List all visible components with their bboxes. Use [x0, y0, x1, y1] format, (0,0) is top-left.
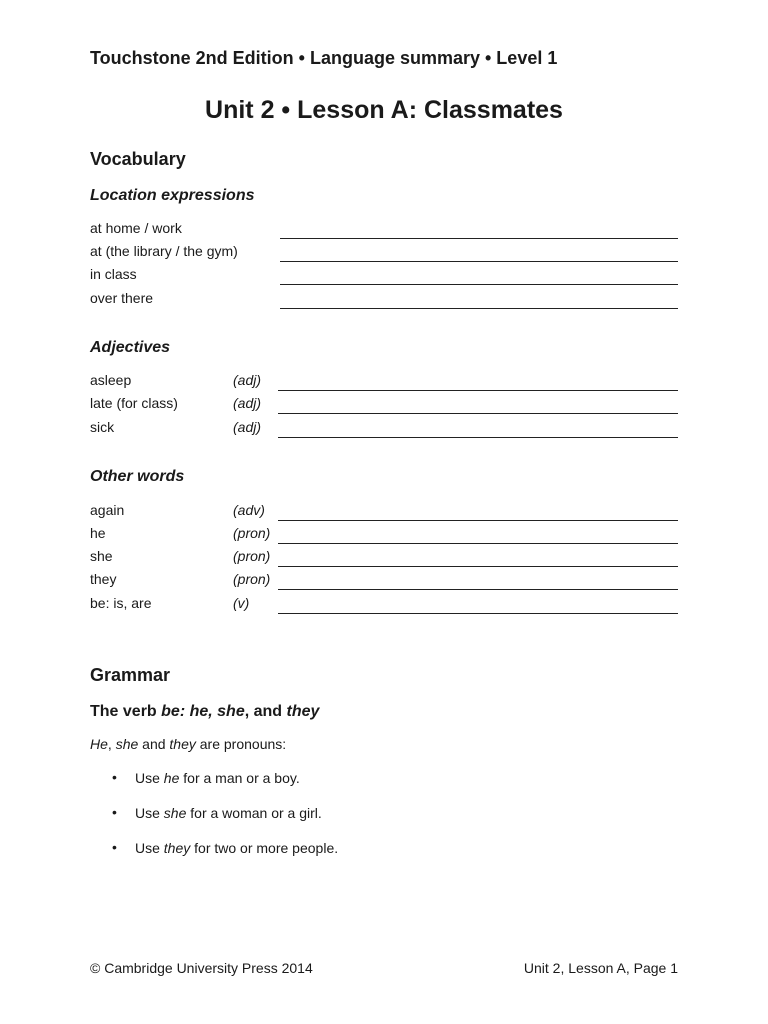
part-of-speech: (pron) [233, 571, 271, 587]
subheading-emphasis: be: he, she [161, 703, 245, 720]
grammar-subheading [90, 703, 319, 721]
vocab-row [90, 571, 678, 594]
part-of-speech: (pron) [233, 525, 271, 541]
grammar-intro [90, 736, 286, 752]
bullet-dot-icon: • [112, 769, 117, 785]
answer-line[interactable] [280, 238, 678, 239]
bullet-text: Use she for a woman or a girl. [135, 805, 322, 821]
vocab-row [90, 595, 678, 618]
vocab-word: at (the library / the gym) [90, 243, 238, 259]
answer-line[interactable] [280, 261, 678, 262]
page-number-footer: Unit 2, Lesson A, Page 1 [523, 960, 678, 976]
vocab-word: over there [90, 290, 154, 306]
vocab-word: she [90, 548, 113, 564]
answer-line[interactable] [278, 589, 678, 590]
vocab-row [90, 372, 678, 395]
vocabulary-heading: Vocabulary [90, 149, 186, 169]
part-of-speech: (adj) [233, 419, 262, 435]
part-of-speech: (v) [233, 595, 250, 611]
vocab-word: late (for class) [90, 395, 178, 411]
vocab-row [90, 548, 678, 571]
vocab-row [90, 419, 678, 442]
other-words-heading: Other words [90, 468, 185, 485]
intro-emphasis: He [90, 736, 108, 752]
answer-line[interactable] [278, 613, 678, 614]
unit-title: Unit 2 • Lesson A: Classmates [205, 96, 563, 124]
adjectives-heading: Adjectives [90, 339, 171, 356]
intro-emphasis: she [115, 736, 139, 752]
answer-line[interactable] [278, 390, 678, 391]
vocab-row [90, 290, 678, 313]
answer-line[interactable] [278, 566, 678, 567]
answer-line[interactable] [278, 437, 678, 438]
location-expressions-heading: Location expressions [90, 187, 255, 204]
part-of-speech: (adv) [233, 502, 265, 518]
answer-line[interactable] [278, 543, 678, 544]
intro-text: are pronouns: [195, 736, 287, 752]
vocab-word: asleep [90, 372, 132, 388]
vocab-row [90, 395, 678, 418]
vocab-word: at home / work [90, 220, 182, 236]
subheading-emphasis: they [286, 703, 320, 720]
part-of-speech: (pron) [233, 548, 271, 564]
copyright-footer: © Cambridge University Press 2014 [90, 960, 313, 976]
answer-line[interactable] [278, 520, 678, 521]
intro-text: and [138, 736, 170, 752]
bullet-dot-icon: • [112, 804, 117, 820]
intro-text: , [107, 736, 116, 752]
bullet-dot-icon: • [112, 839, 117, 855]
vocab-word: they [90, 571, 117, 587]
vocab-word: again [90, 502, 125, 518]
intro-emphasis: they [169, 736, 196, 752]
vocab-word: he [90, 525, 106, 541]
part-of-speech: (adj) [233, 395, 262, 411]
vocab-word: be: is, are [90, 595, 152, 611]
vocab-row [90, 243, 678, 266]
answer-line[interactable] [278, 413, 678, 414]
vocab-row [90, 220, 678, 243]
vocab-word: sick [90, 419, 115, 435]
vocab-word: in class [90, 266, 137, 282]
part-of-speech: (adj) [233, 372, 262, 388]
subheading-text: , and [244, 703, 287, 720]
vocab-row [90, 502, 678, 525]
vocab-row [90, 525, 678, 548]
grammar-heading: Grammar [90, 665, 171, 685]
vocab-row [90, 266, 678, 289]
answer-line[interactable] [280, 308, 678, 309]
document-header: Touchstone 2nd Edition • Language summary • Level 1 [90, 48, 558, 68]
bullet-text: Use he for a man or a boy. [135, 770, 300, 786]
answer-line[interactable] [280, 284, 678, 285]
bullet-text: Use they for two or more people. [135, 840, 339, 856]
subheading-text: The verb [90, 703, 162, 720]
